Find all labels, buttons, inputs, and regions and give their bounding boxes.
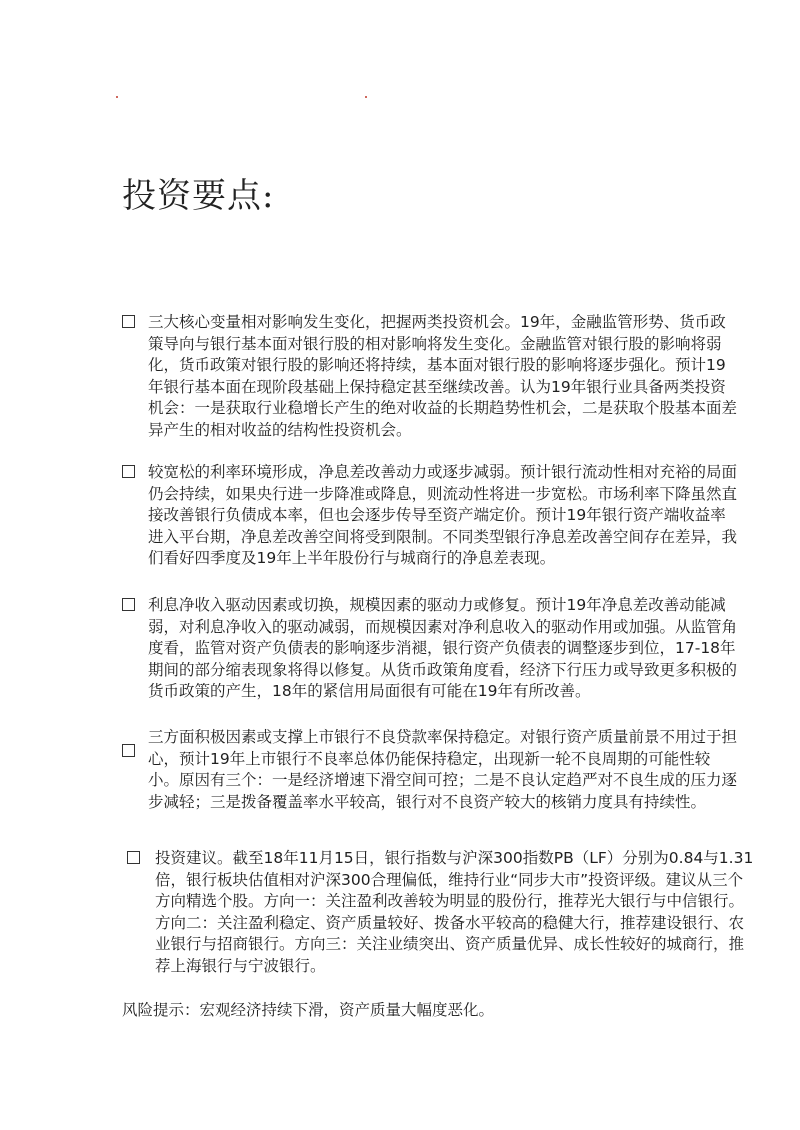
investment-point-text: 三方面积极因素或支撑上市银行不良贷款率保持稳定。对银行资产质量前景不用过于担心，预计19年上市银行不良率总体仍能保持稳定，出现新一轮不良周期的可能性较小。原因有三个：一是经济增速下滑空间可控；二是不良认定趋严对不良生成的压力逐步减轻；三是拨备覆盖率水平较高，银行对不良资产较大的核销力度具有持续性。 [148,728,738,811]
checkbox-icon [127,851,140,864]
checkbox-icon [122,598,135,611]
investment-point-text: 较宽松的利率环境形成，净息差改善动力或逐步减弱。预计银行流动性相对充裕的局面仍会持续，如果央行进一步降准或降息，则流动性将进一步宽松。市场利率下降虽然直接改善银行负债成本率，但也会逐步传导至资产端定价。预计19年银行资产端收益率进入平台期，净息差改善空间将受到限制。不同类型银行净息差改善空间存在差异，我们看好四季度及19年上半年股份行与城商行的净息差表现。 [148,463,738,567]
risk-warning: 风险提示：宏观经济持续下滑，资产质量大幅度恶化。 [122,1001,495,1019]
page-title: 投资要点: [122,176,275,216]
decorative-dot-left [116,96,118,98]
checkbox-icon [122,315,135,328]
investment-point-text: 三大核心变量相对影响发生变化，把握两类投资机会。19年，金融监管形势、货币政策导向与银行基本面对银行股的相对影响将发生变化。金融监管对银行股的影响将弱化，货币政策对银行股的影响还将持续，基本面对银行股的影响将逐步强化。预计19年银行基本面在现阶段基础上保持稳定甚至继续改善。认为19年银行业具备两类投资机会：一是获取行业稳增长产生的绝对收益的长期趋势性机会，二是获取个股基本面差异产生的相对收益的结构性投资机会。 [148,313,738,439]
investment-point-text: 投资建议。截至18年11月15日，银行指数与沪深300指数PB（LF）分别为0.84与1.31倍，银行板块估值相对沪深300合理偏低，维持行业“同步大市”投资评级。建议从三个方向精选个股。方向一：关注盈利改善较为明显的股份行，推荐光大银行与中信银行。方向二：关注盈利稳定、资产质量较好、拨备水平较高的稳健大行，推荐建设银行、农业银行与招商银行。方向三：关注业绩突出、资产质量优异、成长性较好的城商行，推荐上海银行与宁波银行。 [155,849,754,975]
investment-point-text: 利息净收入驱动因素或切换，规模因素的驱动力或修复。预计19年净息差改善动能减弱，对利息净收入的驱动减弱，而规模因素对净利息收入的驱动作用或加强。从监管角度看，监管对资产负债表的影响逐步消褪，银行资产负债表的调整逐步到位，17-18年期间的部分缩表现象将得以修复。从货币政策角度看，经济下行压力或导致更多积极的货币政策的产生，18年的紧信用局面很有可能在19年有所改善。 [148,596,738,700]
decorative-dot-right [365,96,367,98]
checkbox-icon [122,744,135,757]
checkbox-icon [122,465,135,478]
